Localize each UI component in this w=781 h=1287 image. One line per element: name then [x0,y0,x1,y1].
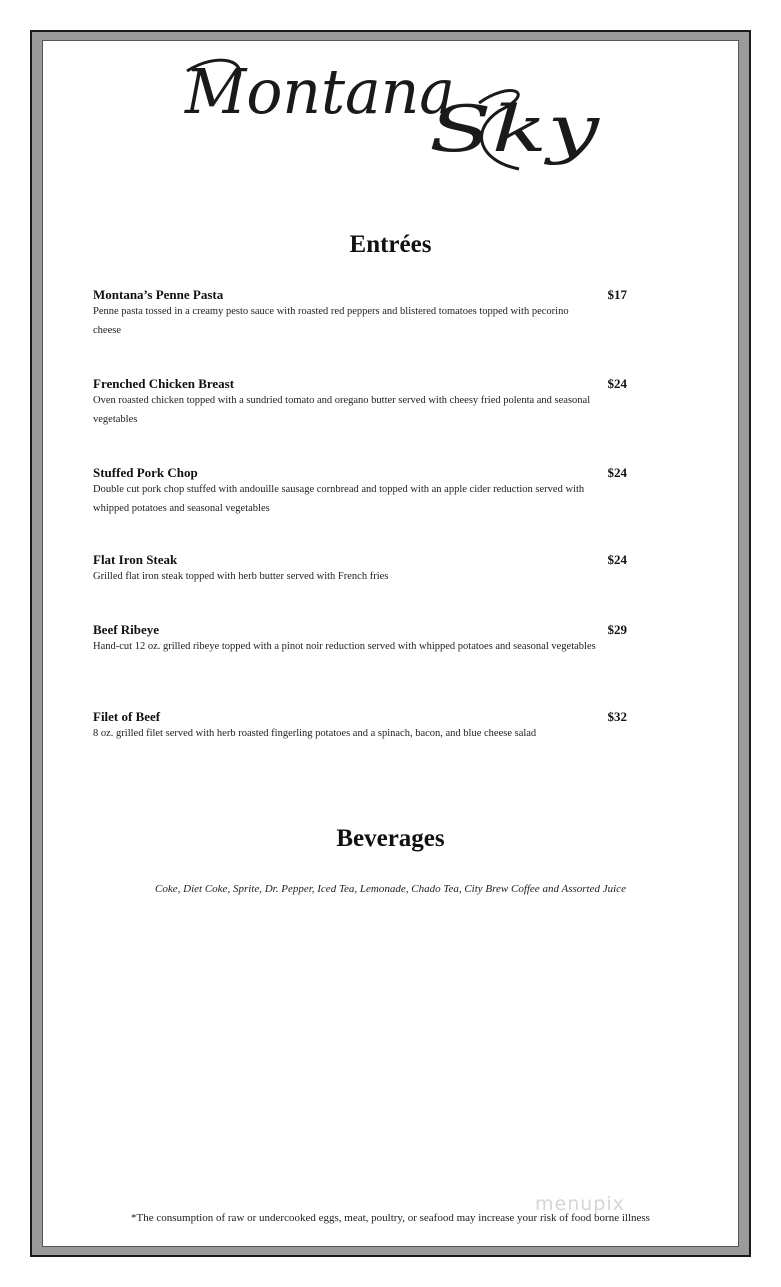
item-price: $24 [607,552,627,567]
item-name: Frenched Chicken Breast [93,376,235,391]
item-description: Penne pasta tossed in a creamy pesto sauce with roasted red peppers and blistered tomatoes topped with pecorino cheese [93,306,569,336]
food-safety-disclaimer: *The consumption of raw or undercooked eggs, meat, poultry, or seafood may increase your risk of food borne illness [131,1212,650,1224]
menu-item [93,551,627,587]
item-description: Grilled flat iron steak topped with herb butter served with French fries [93,571,389,582]
item-name: Beef Ribeye [93,622,160,637]
item-price: $24 [607,376,627,391]
entrees-heading: Entrées [349,231,432,258]
menu-item [93,621,627,657]
menu-frame [30,30,751,1257]
logo-word-sky: Sky [429,93,601,167]
beverages-heading: Beverages [336,825,445,852]
item-name: Stuffed Pork Chop [93,465,198,480]
montana-sky-logo [179,51,619,181]
item-description: Oven roasted chicken topped with a sundried tomato and oregano butter served with cheesy fried polenta and seasonal vegetables [93,395,591,425]
item-description: Hand-cut 12 oz. grilled ribeye topped with a pinot noir reduction served with whipped potatoes and seasonal vegetables [93,641,596,652]
logo-word-montana: Montana [184,55,455,128]
menu-item [93,708,627,744]
item-name: Flat Iron Steak [93,552,178,567]
item-price: $32 [607,709,627,724]
menu-item [93,464,627,518]
item-name: Filet of Beef [93,709,161,724]
item-price: $29 [607,622,627,637]
item-description: Double cut pork chop stuffed with andouille sausage cornbread and topped with an apple cider reduction served with whipped potatoes and seasonal vegetables [93,484,585,514]
menupix-watermark: menupix [535,1193,625,1215]
item-name: Montana’s Penne Pasta [93,287,224,302]
beverages-list: Coke, Diet Coke, Sprite, Dr. Pepper, Iced Tea, Lemonade, Chado Tea, City Brew Coffee and Assorted Juice [155,883,626,895]
menu-item [93,286,627,340]
item-price: $24 [607,465,627,480]
menu-item [93,375,627,429]
item-price: $17 [607,287,627,302]
menu-page [42,40,739,1247]
item-description: 8 oz. grilled filet served with herb roasted fingerling potatoes and a spinach, bacon, and blue cheese salad [93,728,537,739]
